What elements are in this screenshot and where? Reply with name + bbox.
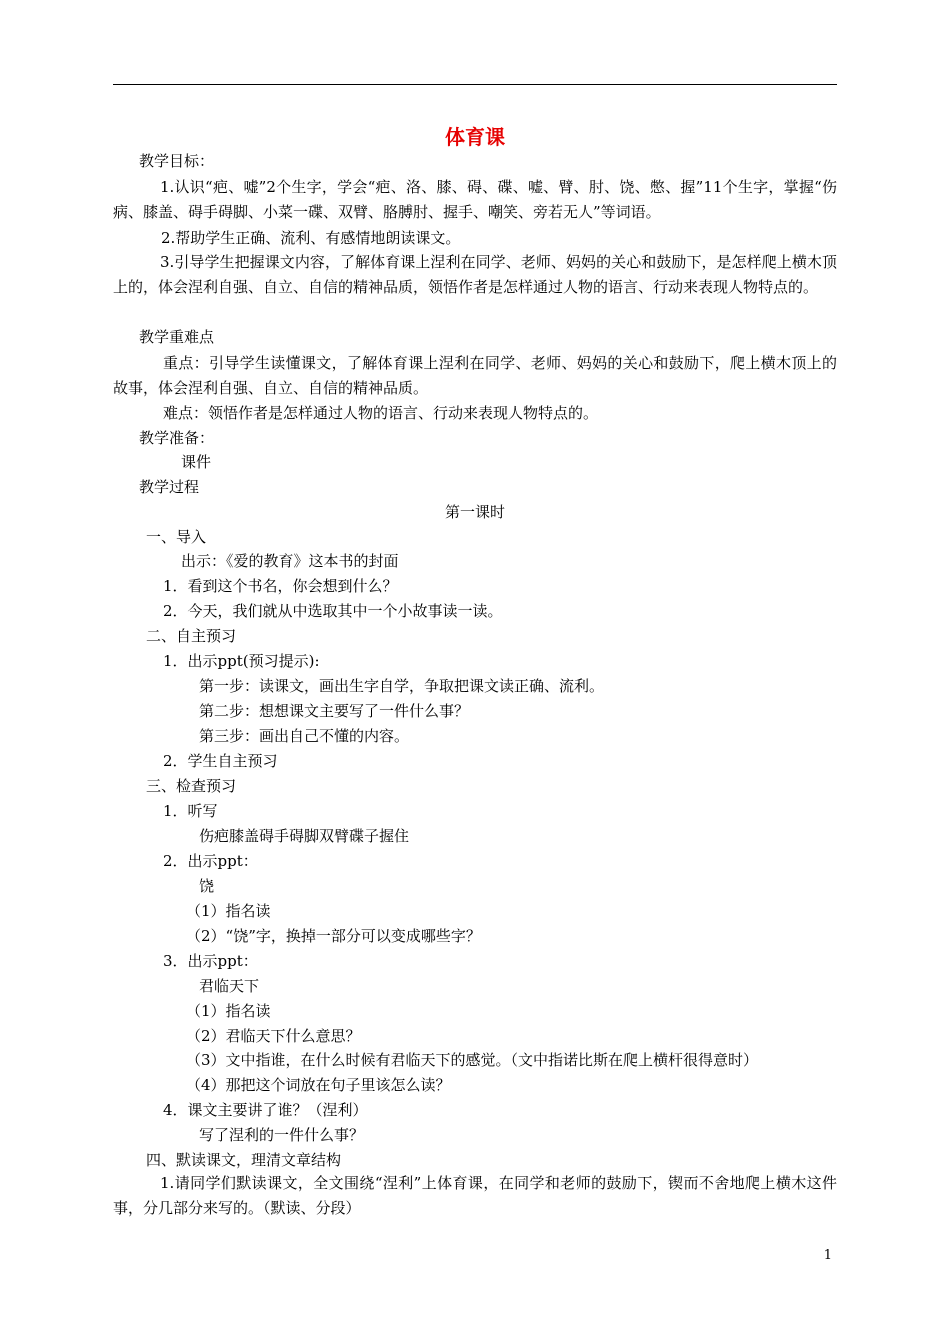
header-rule: [113, 84, 837, 85]
step-2-hint-2: 第二步：想想课文主要写了一件什么事？: [199, 702, 470, 720]
step-1-heading: 一、导入: [146, 528, 207, 546]
step-1-show: 出示：《爱的教育》这本书的封面: [181, 552, 399, 570]
step-1-item-1: 1．看到这个书名，你会想到什么？: [163, 577, 398, 595]
sub-item-meaning: （2）君临天下什么意思？: [186, 1027, 361, 1045]
step-4-heading: 四、默读课文，理清文章结构: [146, 1151, 342, 1169]
step-3-item-1: 1．听写: [163, 802, 218, 820]
step-2-heading: 二、自主预习: [146, 627, 237, 645]
idiom: 君临天下: [199, 977, 260, 995]
key-point: 重点：引导学生读懂课文，了解体育课上涅利在同学、老师、妈妈的关心和鼓励下，爬上横木顶上的故事，体会涅利自强、自立、自信的精神品质。: [113, 354, 837, 397]
step-2-hint-1: 第一步：读课文，画出生字自学，争取把课文读正确、流利。: [199, 677, 605, 695]
section-heading-preparation: 教学准备：: [139, 429, 215, 447]
page-number: 1: [823, 1248, 832, 1263]
dictation-words: 伤疤膝盖碍手碍脚双臂碟子握住: [199, 827, 410, 845]
step-1-item-2: 2．今天，我们就从中选取其中一个小故事读一读。: [163, 602, 503, 620]
section-heading-key-points: 教学重难点: [139, 328, 215, 346]
objective-2: 2.帮助学生正确、流利、有感情地朗读课文。: [161, 229, 461, 247]
step-3-item-3: 3．出示ppt：: [163, 952, 258, 970]
step-3-item-4: 4．课文主要讲了谁？（涅利）: [163, 1101, 368, 1119]
sub-item-read: （1）指名读: [186, 902, 271, 920]
document-title: 体育课: [445, 125, 505, 149]
step-3-item-4-followup: 写了涅利的一件什么事？: [199, 1126, 365, 1144]
step-2-item-2: 2．学生自主预习: [163, 752, 278, 770]
step-3-item-2: 2．出示ppt：: [163, 852, 258, 870]
step-2-hint-3: 第三步：画出自己不懂的内容。: [199, 727, 410, 745]
section-heading-objectives: 教学目标：: [139, 152, 215, 170]
step-4-item-1: 1.请同学们默读课文，全文围绕“涅利”上体育课，在同学和老师的鼓励下，锲而不舍地爬上横木这件事，分几部分来写的。（默读、分段）: [113, 1174, 837, 1217]
character-rao: 饶: [199, 877, 215, 895]
objective-1: 1.认识“疤、嘘”2个生字，学会“疤、洛、膝、碍、碟、嘘、臂、肘、饶、憋、握”11个生字，掌握“伤病、膝盖、碍手碍脚、小菜一碟、双臂、胳膊肘、握手、嘲笑、旁若无人”等词语。: [113, 178, 837, 221]
step-2-item-1: 1．出示ppt(预习提示):: [163, 652, 320, 670]
sub-item-change: （2）“饶”字，换掉一部分可以变成哪些字？: [186, 927, 481, 945]
sub-item-who: （3）文中指谁，在什么时候有君临天下的感觉。（文中指诺比斯在爬上横杆很得意时）: [186, 1051, 759, 1069]
section-heading-process: 教学过程: [139, 478, 200, 496]
objective-3: 3.引导学生把握课文内容，了解体育课上涅利在同学、老师、妈妈的关心和鼓励下，是怎样爬上横木顶上的，体会涅利自强、自立、自信的精神品质，领悟作者是怎样通过人物的语言、行动来表现人物特点的。: [113, 253, 837, 296]
sub-item-how-read: （4）那把这个词放在句子里该怎么读？: [186, 1076, 451, 1094]
step-3-heading: 三、检查预习: [146, 777, 237, 795]
sub-item-read-2: （1）指名读: [186, 1002, 271, 1020]
lesson-period-heading: 第一课时: [444, 503, 505, 521]
preparation-item: 课件: [181, 453, 212, 471]
difficult-point: 难点：领悟作者是怎样通过人物的语言、行动来表现人物特点的。: [163, 404, 599, 422]
